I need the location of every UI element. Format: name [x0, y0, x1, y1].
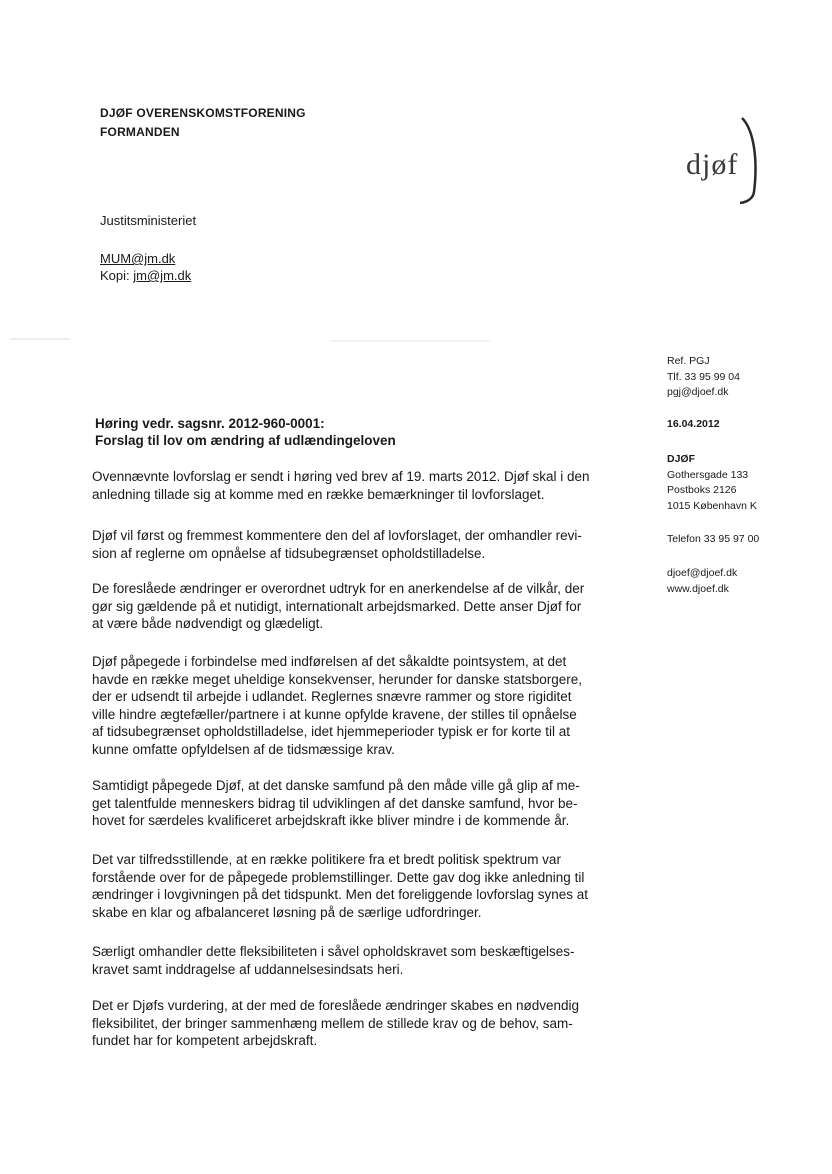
copy-email-link[interactable]: jm@jm.dk — [133, 268, 192, 283]
org-address — [667, 452, 757, 514]
address-pobox: Postboks 2126 — [667, 484, 737, 496]
text-line: get talentfulde menneskers bidrag til udviklingen af det danske samfund, hvor be- — [92, 795, 578, 811]
text-line: Samtidigt påpegede Djøf, at det danske samfund på den måde ville gå glip af me- — [92, 778, 580, 793]
scan-artifact — [10, 338, 70, 340]
recipient-emails — [100, 250, 191, 284]
scan-artifact — [330, 340, 490, 342]
subject — [95, 415, 396, 449]
text-line: havde en række meget uheldige konsekvenser, herunder for danske statsborgere, — [92, 671, 583, 687]
letter-date: 16.04.2012 — [667, 418, 720, 430]
text-line: Djøf påpegede i forbindelse med indførelsen af det såkaldte pointsystem, at det — [92, 654, 567, 669]
text-line: gør sig gældende på et nutidigt, internationalt arbejdsmarked. Dette anser Djøf for — [92, 598, 582, 614]
text-line: kravet samt inddragelse af uddannelsesindsats heri. — [92, 961, 404, 977]
logo-text: djøf — [686, 148, 739, 181]
sender-phone: Tlf. 33 95 99 04 — [667, 370, 740, 383]
djoef-logo — [682, 110, 762, 210]
org-phone-block — [667, 532, 759, 548]
org-email: djoef@djoef.dk — [667, 567, 738, 579]
org-name: DJØF OVERENSKOMSTFORENING — [100, 106, 306, 120]
recipient-name: Justitsministeriet — [100, 213, 197, 228]
text-line: ville hindre ægtefæller/partnere i at kunne opfylde kravene, der stilles til opnåelse — [92, 706, 577, 722]
text-line: Ovennævnte lovforslag er sendt i høring ved brev af 19. marts 2012. Djøf skal i den — [92, 469, 590, 484]
subject-line-1: Høring vedr. sagsnr. 2012-960-0001: — [95, 416, 325, 431]
org-website: www.djoef.dk — [667, 582, 729, 595]
org-web-block — [667, 566, 737, 597]
text-line: skabe en klar og afbalanceret løsning på de særlige udfordringer. — [92, 904, 482, 920]
text-line: fleksibilitet, der bringer sammenhæng mellem de stillede krav og de behov, sam- — [92, 1015, 573, 1031]
paragraph-4 — [92, 653, 622, 759]
paragraph-1 — [92, 468, 622, 503]
paragraph-6 — [92, 851, 622, 921]
text-line: af tidsubegrænset opholdstilladelse, idet hjemmeperioder typisk er for korte til at — [92, 724, 570, 740]
sender-email: pgj@djoef.dk — [667, 386, 729, 398]
reference: Ref. PGJ — [667, 355, 710, 367]
paragraph-2 — [92, 527, 622, 562]
org-phone: Telefon 33 95 97 00 — [667, 533, 760, 545]
text-line: hovet for særdeles kvalificeret arbejdskraft ikke bliver mindre i de kommende år. — [92, 813, 570, 829]
address-org: DJØF — [667, 453, 696, 465]
text-line: anledning tillade sig at komme med en række bemærkninger til lovforslaget. — [92, 486, 545, 502]
paragraph-5 — [92, 777, 622, 830]
text-line: forstående over for de påpegede problemstillinger. Dette gav dog ikke anledning til — [92, 869, 585, 885]
text-line: fundet har for kompetent arbejdskraft. — [92, 1033, 318, 1049]
text-line: Særligt omhandler dette fleksibiliteten i såvel opholdskravet som beskæftigelses- — [92, 944, 575, 959]
text-line: Det er Djøfs vurdering, at der med de foreslåede ændringer skabes en nødvendig — [92, 998, 580, 1013]
djoef-logo-mark — [682, 110, 762, 210]
paragraph-8 — [92, 997, 622, 1050]
text-line: ændringer i lovgivningen på det tidspunkt. Men det foreliggende lovforslag synes at — [92, 887, 589, 903]
paragraph-7 — [92, 943, 622, 978]
text-line: sion af reglerne om opnåelse af tidsubegrænset opholdstilladelse. — [92, 545, 486, 561]
paragraph-3 — [92, 580, 622, 633]
text-line: Djøf vil først og fremmest kommentere den del af lovforslaget, der omhandler revi- — [92, 528, 582, 543]
copy-label: Kopi: — [100, 268, 130, 283]
address-city: 1015 København K — [667, 499, 757, 512]
text-line: Det var tilfredsstillende, at en række politikere fra et bredt politisk spektrum var — [92, 852, 561, 867]
sender-contact — [667, 354, 740, 401]
text-line: kunne omfatte opfyldelsen af de tidsmæssige krav. — [92, 741, 395, 757]
text-line: De foreslåede ændringer er overordnet udtryk for en anerkendelse af de vilkår, der — [92, 581, 585, 596]
text-line: at være både nødvendigt og glædeligt. — [92, 616, 324, 632]
org-role: FORMANDEN — [100, 125, 180, 139]
letterhead — [100, 104, 306, 142]
address-street: Gothersgade 133 — [667, 468, 749, 481]
recipient-email-link[interactable]: MUM@jm.dk — [100, 251, 176, 266]
text-line: der er udsendt til arbejde i udlandet. Reglernes snævre rammer og store rigiditet — [92, 689, 572, 705]
subject-line-2: Forslag til lov om ændring af udlændingeloven — [95, 433, 396, 448]
letter-date-block — [667, 417, 720, 433]
